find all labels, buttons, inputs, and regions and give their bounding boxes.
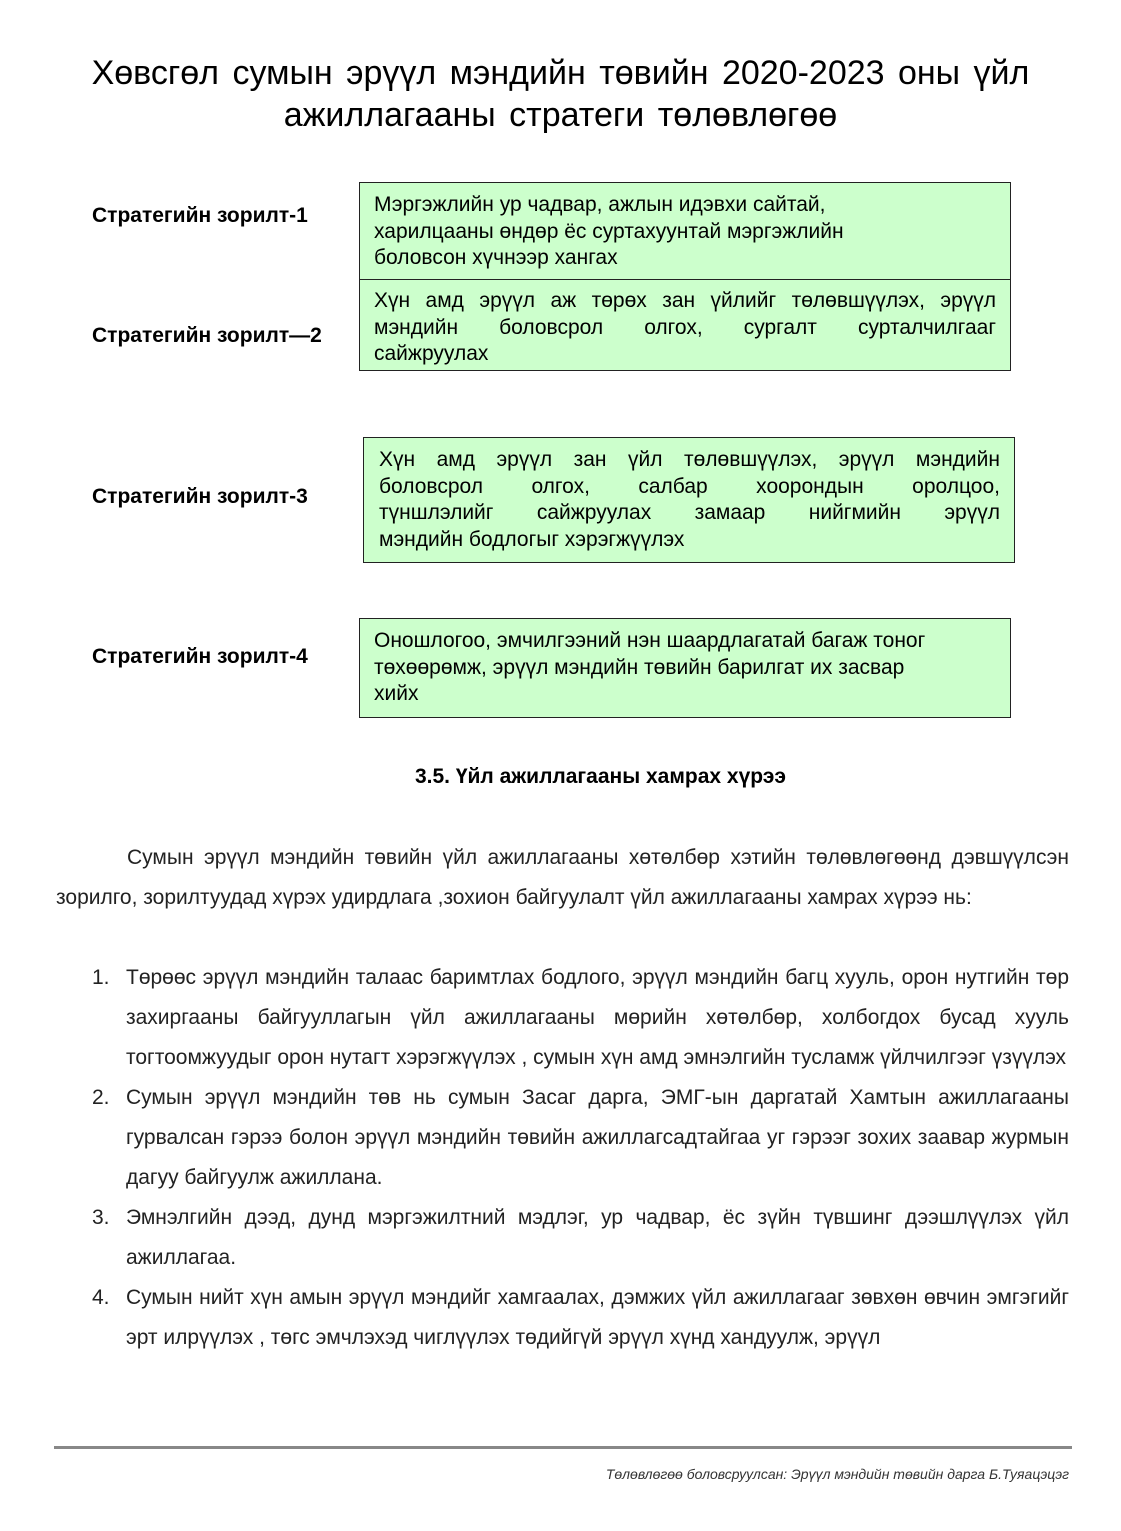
strategy-box-1 [359, 182, 1011, 280]
strategy-label-1: Стратегийн зорилт-1 [92, 204, 308, 227]
strategy-4-line-2: төхөөрөмж, эрүүл мэндийн төвийн барилгат их засвар [374, 655, 905, 679]
strategy-2-line-1: Хүн амд эрүүл аж төрөх зан үйлийг төлөвшүүлэх, эрүүл [374, 289, 996, 312]
list-item [56, 1078, 1069, 1198]
list-item-number: 2. [92, 1086, 110, 1109]
list-item [56, 1198, 1069, 1278]
strategy-label-3: Стратегийн зорилт-3 [92, 485, 308, 508]
footer-divider [54, 1446, 1072, 1449]
strategy-2-line-3: сайжруулах [374, 342, 489, 365]
title-line-1: Хөвсгөл сумын эрүүл мэндийн төвийн 2020-2023 оны үйл [91, 54, 1030, 92]
intro-paragraph: Сумын эрүүл мэндийн төвийн үйл ажиллагааны хөтөлбөр хэтийн төлөвлөгөөнд дэвшүүлсэн зорилго, зорилтуудад хүрэх удирдлага ,зохион байгуулалт үйл ажиллагааны хамрах хүрээ нь: [56, 846, 1069, 909]
strategy-3-line-2: боловсрол олгох, салбар хоорондын оролцоо, [379, 474, 1000, 498]
list-item-text: Эмнэлгийн дээд, дунд мэргэжилтний мэдлэг, ур чадвар, ёс зүйн түвшинг дээшлүүлэх үйл ажиллагаа. [126, 1206, 1069, 1269]
list-item-text: Төрөөс эрүүл мэндийн талаас баримтлах бодлого, эрүүл мэндийн багц хууль, орон нутгийн төр захиргааны байгууллагын үйл ажиллагааны мөрийн хөтөлбөр, холбогдох бусад хууль тогтоомжуудыг орон нутагт хэрэгжүүлэх , сумын хүн амд эмнэлгийн тусламж үйлчилгээг үзүүлэх [126, 966, 1069, 1069]
strategy-3-line-3: түншлэлийг сайжруулах замаар нийгмийн эрүүл [379, 501, 1000, 524]
list-item-number: 3. [92, 1206, 110, 1229]
list-item-number: 1. [92, 966, 110, 989]
strategy-4-line-3: хийх [374, 682, 419, 705]
strategy-box-3 [363, 437, 1015, 563]
list-item-number: 4. [92, 1286, 110, 1309]
strategy-3-line-1: Хүн амд эрүүл зан үйл төлөвшүүлэх, эрүүл мэндийн [379, 448, 1000, 471]
page-title [40, 52, 1081, 136]
strategy-4-line-1: Оношлогоо, эмчилгээний нэн шаардлагатай багаж тоног [374, 629, 926, 652]
list-item [56, 958, 1069, 1078]
list-item [56, 1278, 1069, 1358]
strategy-3-line-4: мэндийн бодлогыг хэрэгжүүлэх [379, 527, 685, 551]
title-line-2: ажиллагааны стратеги төлөвлөгөө [283, 96, 838, 134]
strategy-label-4: Стратегийн зорилт-4 [92, 645, 308, 668]
strategy-box-4 [359, 618, 1011, 718]
strategy-label-2: Стратегийн зорилт—2 [92, 324, 322, 347]
footer-text: Төлөвлөгөө боловсруулсан: Эрүүл мэндийн төвийн дарга Б.Туяацэцэг [605, 1466, 1069, 1482]
list-item-text: Сумын нийт хүн амын эрүүл мэндийг хамгаалах, дэмжих үйл ажиллагааг зөвхөн өвчин эмгэгийг эрт илрүүлэх , төгс эмчлэхэд чиглүүлэх төдийгүй эрүүл хүнд хандуулж, эрүүл [126, 1286, 1069, 1349]
section-heading: 3.5. Үйл ажиллагааны хамрах хүрээ [414, 765, 787, 788]
strategy-box-2 [359, 279, 1011, 371]
strategy-1-line-1: Мэргэжлийн ур чадвар, ажлын идэвхи сайтай, [374, 193, 826, 216]
scope-list [56, 958, 1069, 1358]
strategy-1-line-3: боловсон хүчнээр хангах [374, 246, 618, 269]
strategy-1-line-2: харилцааны өндөр ёс суртахуунтай мэргэжлийн [374, 219, 844, 243]
strategy-2-line-2: мэндийн боловсрол олгох, сургалт сурталчилгааг [374, 315, 996, 339]
list-item-text: Сумын эрүүл мэндийн төв нь сумын Засаг дарга, ЭМГ-ын даргатай Хамтын ажиллагааны гурвалсан гэрээ болон эрүүл мэндийн төвийн ажиллагсадтайгаа уг гэрээг зохих заавар журмын дагуу байгуулж ажиллана. [126, 1086, 1069, 1189]
